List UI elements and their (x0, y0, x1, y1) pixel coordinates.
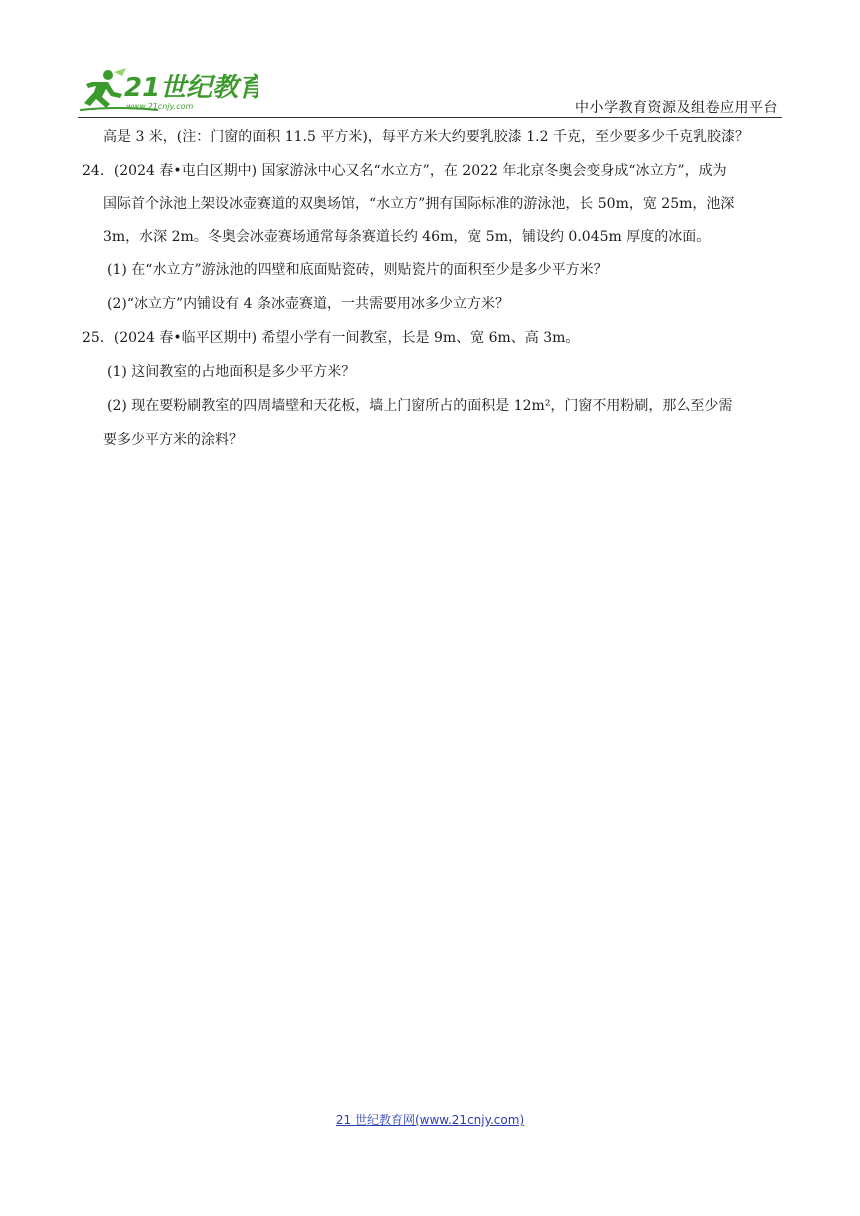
runner-logo-icon (78, 66, 258, 114)
question-24-line-2: 国际首个泳池上架设冰壶赛道的双奥场馆，“水立方”拥有国际标准的游泳池，长 50m，宽 25m，池深 (103, 196, 735, 212)
logo-brand-text: 21世纪教育 (124, 73, 258, 103)
question-25-part-2-line-1: (2) 现在要粉刷教室的四周墙壁和天花板，墙上门窗所占的面积是 12m²，门窗不用粉刷，那么至少需 (107, 398, 733, 414)
logo-url-text: www.21cnjy.com (126, 102, 194, 111)
question-24-part-1: (1) 在“水立方”游泳池的四壁和底面贴瓷砖，则贴瓷片的面积至少是多少平方米？ (107, 262, 608, 278)
question-24-line-1: 24．(2024 春•屯白区期中) 国家游泳中心又名“水立方”，在 2022 年北京冬奥会变身成“冰立方”，成为 (82, 163, 727, 179)
question-25-part-2-line-2: 要多少平方米的涂料？ (103, 432, 243, 448)
question-25: 25．(2024 春•临平区期中) 希望小学有一间教室，长是 9m、宽 6m、高 3m。 (82, 330, 580, 346)
question-24-part-2: (2)“冰立方”内铺设有 4 条冰壶赛道，一共需要用冰多少立方米？ (107, 296, 509, 312)
text-line: 高是 3 米，(注：门窗的面积 11.5 平方米)，每平方米大约要乳胶漆 1.2 千克，至少要多少千克乳胶漆？ (103, 129, 749, 145)
page-header (78, 62, 782, 118)
header-divider (78, 117, 782, 118)
platform-name: 中小学教育资源及组卷应用平台 (575, 100, 778, 116)
site-logo (78, 66, 258, 114)
footer-link[interactable]: 21 世纪教育网(www.21cnjy.com) (335, 1113, 525, 1127)
page-footer (0, 1111, 860, 1128)
question-24-line-3: 3m，水深 2m。冬奥会冰壶赛场通常每条赛道长约 46m，宽 5m，铺设约 0.045m 厚度的冰面。 (103, 229, 711, 245)
question-25-part-1: (1) 这间教室的占地面积是多少平方米？ (107, 364, 356, 380)
